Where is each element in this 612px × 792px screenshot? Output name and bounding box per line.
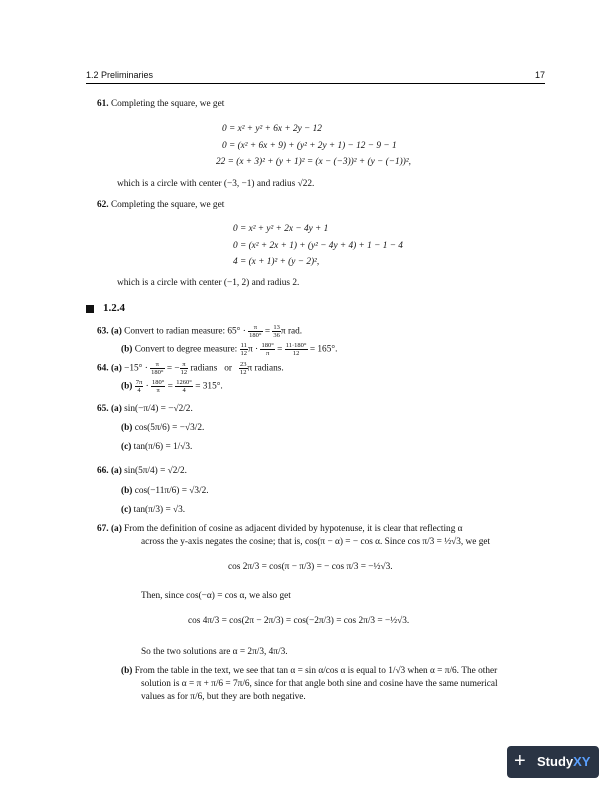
part-mid: = − [164,363,180,374]
denominator: 12 [240,369,247,376]
fraction [150,361,164,376]
numerator: 1260° [176,379,192,386]
numerator: 13 [273,324,280,331]
part-text-line: So the two solutions are α = 2π/3, 4π/3. [141,647,288,657]
problem-number: 64. [97,363,109,374]
denominator: 180° [249,332,262,339]
denominator: 12 [240,350,248,357]
page-header [86,70,545,82]
part-text: cos(−11π/6) = √3/2. [134,486,209,496]
part-label: (c) [121,442,132,452]
fraction [248,324,262,339]
equals: = [274,344,285,355]
numerator: 180° [152,379,165,386]
numerator: 7π [135,379,143,386]
part-post: radians or [188,363,240,374]
part-text: tan(π/6) = 1/√3. [133,442,193,452]
part-text: cos(5π/6) = −√3/2. [134,423,205,433]
header-section: 1.2 Preliminaries [86,70,154,80]
equation-line: 0 = (x² + 2x + 1) + (y² − 4y + 4) + 1 − 1 − 4 [233,241,403,251]
studyxy-logo-badge[interactable] [507,746,599,778]
denominator: π [156,387,160,394]
problem-intro: Completing the square, we get [110,200,225,210]
numerator: 11 [240,342,247,349]
display-equation: cos 4π/3 = cos(2π − 2π/3) = cos(−2π/3) = cos 2π/3 = −½√3. [188,616,410,626]
equals: = [165,381,176,392]
fraction [272,324,281,339]
fraction [135,379,144,394]
fraction [151,379,165,394]
fraction [240,342,249,357]
problem-66a [97,465,187,477]
problem-63a [97,324,302,339]
part-text-line: Then, since cos(−α) = cos α, we also get [141,591,291,601]
part-mid: π · [248,344,261,355]
part-text: tan(π/3) = √3. [133,505,186,515]
numerator: π [248,324,262,332]
brand-name-part: XY [573,754,591,769]
problem-65b [121,422,204,434]
part-text: sin(5π/4) = √2/2. [124,466,187,476]
part-label: (a) [110,466,122,476]
problem-67a [97,523,463,535]
numerator: 180° [261,342,274,349]
part-text-line: solution is α = π + π/6 = 7π/6, since for that angle both sine and cosine have the same numerical [141,679,498,689]
part-label: (a) [110,326,122,337]
conclusion-text: which is a circle with center (−1, 2) and radius 2. [117,278,300,288]
part-label: (b) [121,666,133,676]
brand-name [537,754,590,769]
part-end: = 165°. [307,344,338,355]
denominator: 4 [182,387,186,394]
part-label: (b) [121,381,133,392]
part-text-line: across the y-axis negates the cosine; that is, cos(π − α) = − cos α. Since cos π/3 = ½√3, we get [141,537,491,547]
conclusion-text: which is a circle with center (−3, −1) and radius √22. [117,179,315,189]
problem-intro: Completing the square, we get [110,99,225,109]
part-label: (b) [121,423,133,433]
problem-61 [97,98,224,110]
part-text: Convert to degree measure: [134,344,240,355]
part-text: −15° · [124,363,151,374]
section-heading: 1.2.4 [103,302,125,314]
part-text: From the table in the text, we see that tan α = sin α/cos α is equal to 1/√3 when α = π/6. The other [134,666,498,676]
display-equation: cos 2π/3 = cos(π − π/3) = − cos π/3 = −½√3. [228,562,393,572]
problem-65a [97,403,193,415]
denominator: 12 [180,369,188,376]
fraction [180,361,189,376]
problem-number: 62. [97,200,109,210]
problem-number: 63. [97,326,109,337]
equation-line: 0 = x² + y² + 6x + 2y − 12 [222,124,322,134]
problem-number: 61. [97,99,109,109]
numerator: π [180,361,189,369]
part-label: (a) [110,524,122,534]
problem-67b [121,665,497,677]
part-text: Convert to radian measure: 65° · [124,326,249,337]
part-label: (c) [121,505,132,515]
problem-64b [121,379,223,394]
plus-icon: + [514,750,526,772]
part-end: π radians. [247,363,284,374]
equation-line: 22 = (x + 3)² + (y + 1)² = (x − (−3))² + (y − (−1))², [216,157,411,167]
fraction [175,379,193,394]
part-text: From the definition of cosine as adjacent divided by hypotenuse, it is clear that reflecting α [124,524,463,534]
page-number: 17 [534,70,545,80]
part-label: (a) [110,363,122,374]
denominator: 4 [137,387,141,394]
part-label: (b) [121,344,133,355]
part-end: π rad. [280,326,303,337]
denominator: π [266,350,270,357]
numerator: 23 [240,361,247,368]
denominator: 180° [151,369,164,376]
equation-line: 0 = (x² + 6x + 9) + (y² + 2y + 1) − 12 − 9 − 1 [222,141,397,151]
header-rule [86,83,545,84]
part-end: = 315°. [192,381,223,392]
denominator: 12 [292,350,300,357]
part-label: (b) [121,486,133,496]
numerator: 11·180° [285,342,307,349]
brand-name-part: Study [537,754,574,769]
equation-line: 0 = x² + y² + 2x − 4y + 1 [233,224,329,234]
part-mid: · [143,381,151,392]
problem-number: 67. [97,524,109,534]
part-text: sin(−π/4) = −√2/2. [124,404,193,414]
problem-64a [97,361,284,376]
fraction [285,342,308,357]
problem-63b [121,342,337,357]
fraction [260,342,274,357]
part-label: (a) [110,404,122,414]
numerator: π [150,361,164,369]
denominator: 36 [273,332,280,339]
problem-66b [121,485,209,497]
fraction [239,361,248,376]
equals: = [262,326,273,337]
problem-number: 65. [97,404,109,414]
equation-line: 4 = (x + 1)² + (y − 2)², [233,257,320,267]
problem-number: 66. [97,466,109,476]
problem-66c [121,504,185,516]
section-marker [86,305,94,313]
problem-65c [121,441,192,453]
part-text-line: values as for π/6, but they are both negative. [141,692,306,702]
problem-62 [97,199,224,211]
